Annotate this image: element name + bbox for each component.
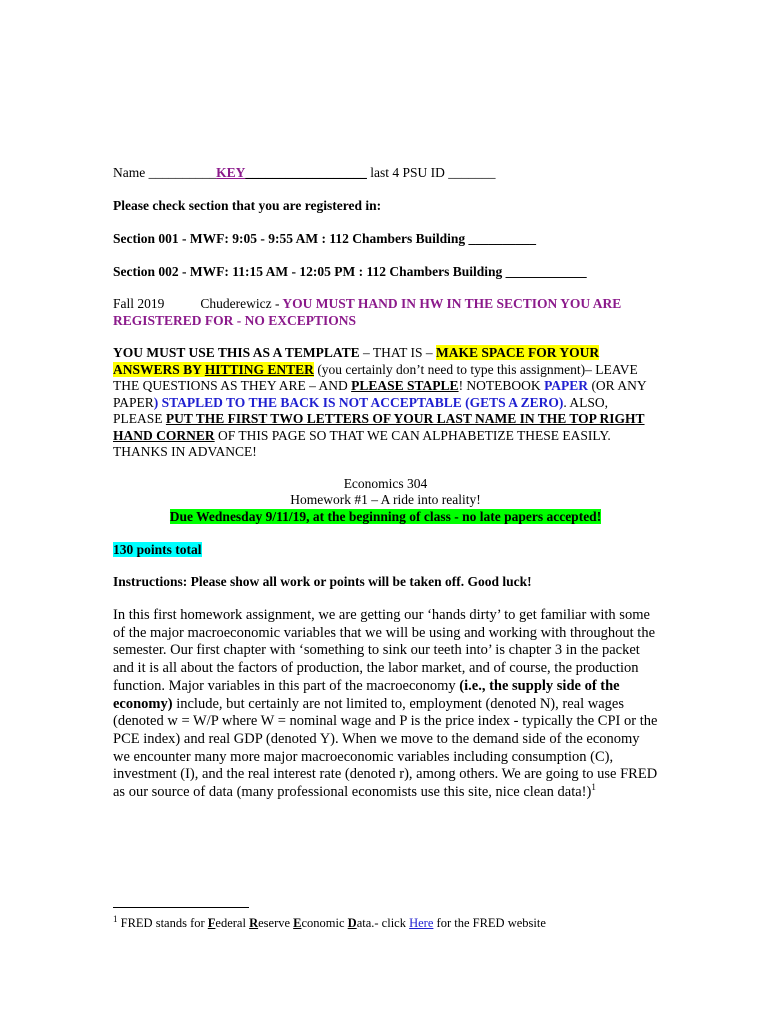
instructor: Chuderewicz - [200, 296, 280, 311]
fred-link[interactable]: Here [409, 916, 434, 930]
footnote-ref: 1 [591, 782, 596, 793]
due-date-text: Due Wednesday 9/11/19, at the beginning of class - no late papers accepted! [169, 509, 602, 524]
name-label: Name __________ [113, 165, 217, 180]
course-title: Economics 304 [343, 476, 428, 491]
template-notice-part: YOU MUST USE THIS AS A TEMPLATE [113, 345, 360, 360]
name-line [113, 165, 658, 182]
body-text: include, but certainly are not limited to, employment (denoted N), real wages (denoted w = W/P where W = nominal wage and P is the price index - typically the CPI or the PCE index) and real GDP (denoted Y). When we move to the demand side of the economy we encounter many more major macroeconomic variables including consumption (C), investment (I), and the real interest rate (denoted r), among others. We are going to use FRED as our source of data (many professional economists use this site, nice clean data!) [113, 695, 658, 801]
section-002: Section 002 - MWF: 11:15 AM - 12:05 PM : 112 Chambers Building ____________ [113, 264, 587, 279]
footnote-text: ederal [215, 916, 250, 930]
footnote-initial: E [293, 916, 302, 930]
template-notice-part: . ALSO, PLEASE [113, 394, 609, 426]
footnote-initial: F [207, 916, 216, 930]
template-notice-part: ! NOTEBOOK [458, 378, 545, 393]
body-text: In this first homework assignment, we are getting our ‘hands dirty’ to get familiar with some of the major macroeconomic variables that we will be using and working with throughout the semester. Our first chapter with ‘something to sink our teeth into’ is chapter 3 in the packet and it is all about the factors of production, the labor market, and of course, the production function. Major variables in this part of the macroeconomy [113, 607, 656, 694]
template-notice-part: (you certainly don’t need to type this assignment)– LEAVE THE QUESTIONS AS THEY ARE – AND [113, 361, 638, 393]
footnote-text: conomic [301, 916, 348, 930]
template-notice [113, 345, 658, 461]
footnote-text: ata.- click [356, 916, 410, 930]
footnote-initial: D [347, 916, 357, 930]
section-001: Section 001 - MWF: 9:05 - 9:55 AM : 112 Chambers Building __________ [113, 231, 536, 246]
body-emphasis: (i.e., the supply side of the economy) [113, 677, 620, 712]
semester: Fall 2019 [113, 296, 165, 311]
footnote-text: FRED stands for [117, 916, 208, 930]
homework-title: Homework #1 – A ride into reality! [290, 492, 481, 507]
footnote-number: 1 [113, 913, 118, 924]
points-total-text: 130 points total [113, 542, 202, 557]
template-notice-part: PAPER [544, 378, 589, 393]
psu-id-label: last 4 PSU ID _______ [366, 165, 496, 180]
footnote [113, 915, 673, 931]
template-notice-part: PUT THE FIRST TWO LETTERS OF YOUR LAST NAME IN THE TOP RIGHT HAND CORNER [113, 411, 645, 443]
template-notice-part: (OR ANY PAPER [113, 378, 647, 410]
name-key: KEY [216, 165, 246, 180]
footnote-divider [113, 907, 249, 908]
footnote-text: eserve [258, 916, 294, 930]
footnote-text: for the FRED website [433, 916, 546, 930]
section-prompt: Please check section that you are registered in: [113, 198, 382, 213]
body-paragraph [113, 607, 658, 802]
template-notice-part: – THAT IS – [359, 345, 436, 360]
name-underscores: __________________ [245, 165, 367, 180]
template-notice-highlight: MAKE SPACE FOR YOUR ANSWERS BY [113, 345, 600, 377]
template-notice-part: OF THIS PAGE SO THAT WE CAN ALPHABETIZE THESE EASILY. THANKS IN ADVANCE! [113, 427, 611, 459]
footnote-initial: R [249, 916, 259, 930]
template-notice-part: PLEASE STAPLE [351, 378, 459, 393]
due-date [113, 509, 658, 526]
section-warning: YOU MUST HAND IN HW IN THE SECTION YOU ARE REGISTERED FOR - NO EXCEPTIONS [113, 296, 622, 328]
template-notice-part: ) STAPLED TO THE BACK IS NOT ACCEPTABLE (GETS A ZERO) [153, 394, 564, 410]
template-notice-highlight: HITTING ENTER [204, 361, 314, 377]
term-warning [113, 296, 658, 329]
points-total [113, 542, 658, 559]
instructions: Instructions: Please show all work or points will be taken off. Good luck! [113, 574, 532, 589]
